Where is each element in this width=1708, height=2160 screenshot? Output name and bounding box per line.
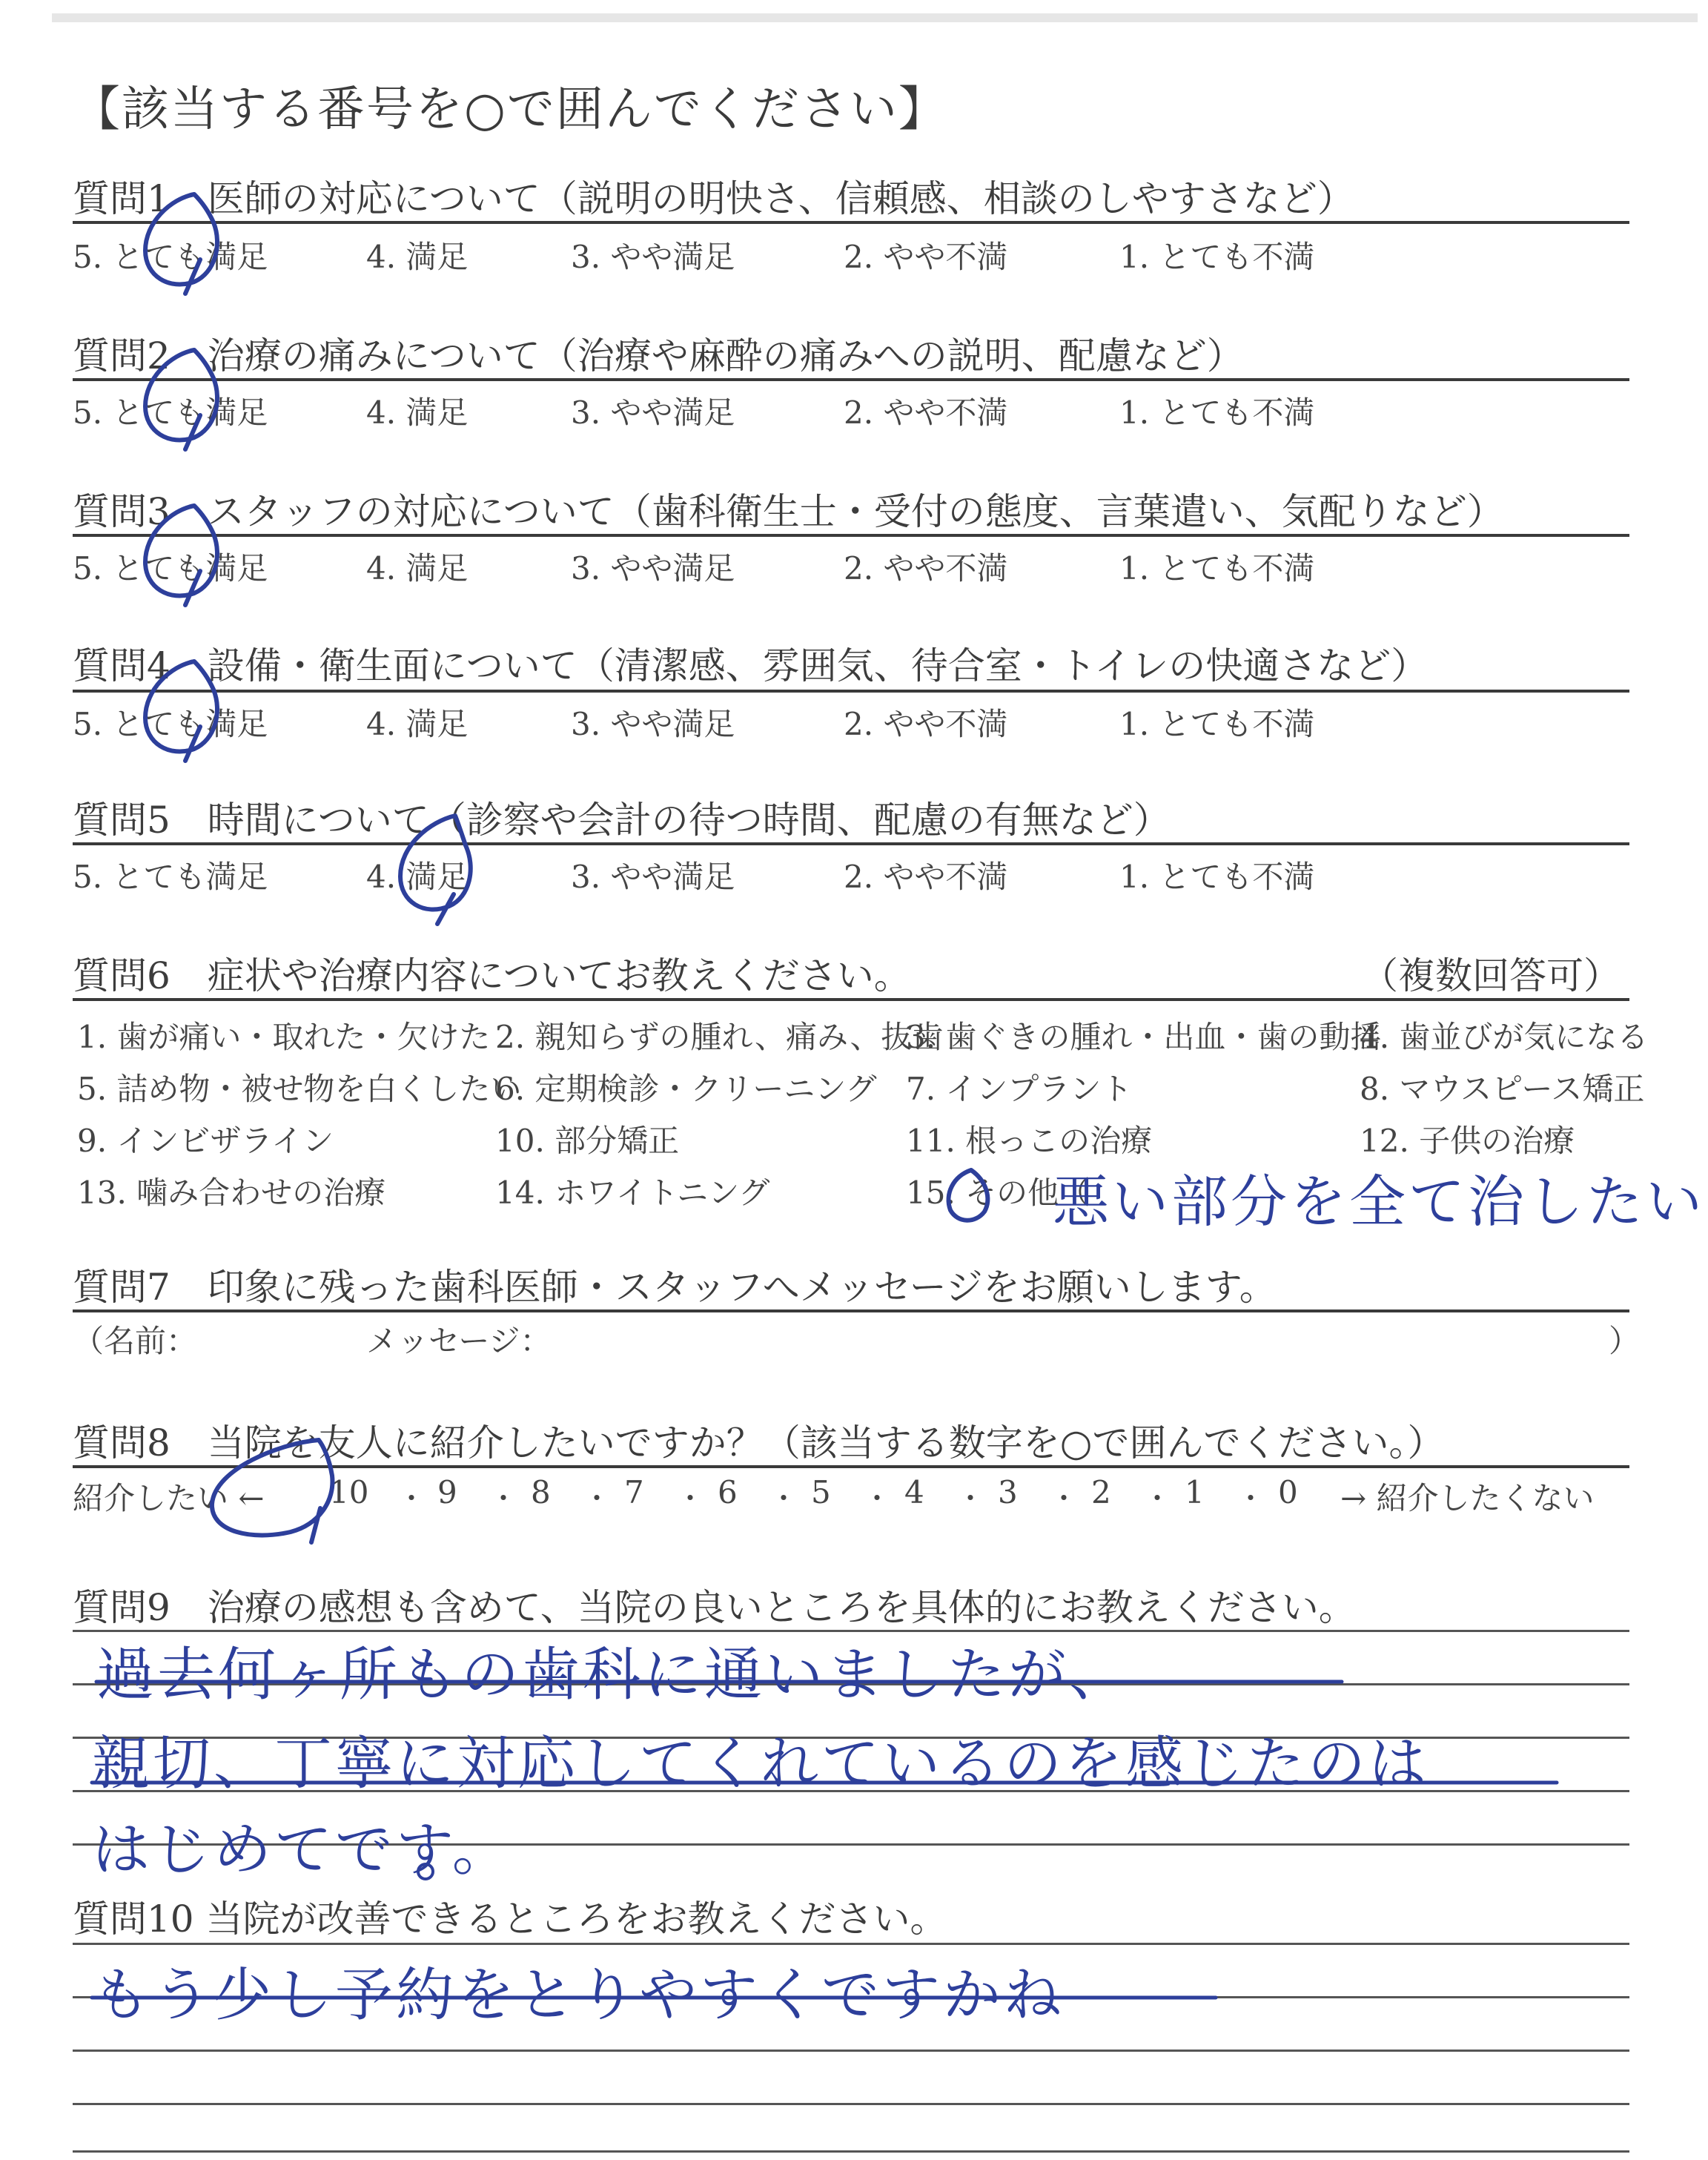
q3-title: 質問3 スタッフの対応について（歯科衛生士・受付の態度、言葉遣い、気配りなど）	[73, 490, 1504, 533]
q3-circle-mark	[145, 506, 217, 605]
q5-option-4[interactable]: 4. 満足	[366, 859, 469, 895]
q8-number-9[interactable]: 9	[437, 1474, 457, 1510]
q1-option-5[interactable]: 5. とても満足	[73, 239, 268, 275]
q8-number-2[interactable]: 2	[1091, 1474, 1111, 1510]
q6-item-13[interactable]: 13. 噛み合わせの治療	[77, 1175, 386, 1211]
q1-option-2[interactable]: 2. やや不満	[844, 239, 1008, 275]
q6-item-11[interactable]: 11. 根っこの治療	[906, 1123, 1153, 1159]
q10-answer-line-1[interactable]: もう少し予約をとりやすくですかね	[92, 1962, 1065, 2029]
q8-title: 質問8 当院を友人に紹介したいですか？（該当する数字を○で囲んでください。）	[73, 1421, 1445, 1464]
form-heading: 【該当する番号を○で囲んでください】	[73, 82, 947, 137]
q8-separator: ・	[863, 1482, 892, 1515]
q7-title: 質問7 印象に残った歯科医師・スタッフへメッセージをお願いします。	[73, 1266, 1277, 1309]
q2-option-3[interactable]: 3. やや満足	[571, 394, 735, 431]
q4-circle-mark	[145, 661, 217, 761]
q8-separator: ・	[1143, 1482, 1172, 1515]
q5-option-5[interactable]: 5. とても満足	[73, 859, 268, 895]
q3-option-2[interactable]: 2. やや不満	[844, 550, 1008, 587]
q8-number-4[interactable]: 4	[904, 1474, 924, 1510]
q8-left-label: 紹介したい ←	[73, 1480, 265, 1516]
q8-number-5[interactable]: 5	[811, 1474, 831, 1510]
q4-option-5[interactable]: 5. とても満足	[73, 706, 268, 742]
q1-option-1[interactable]: 1. とても不満	[1119, 239, 1315, 275]
q3-option-3[interactable]: 3. やや満足	[571, 550, 735, 587]
q8-number-7[interactable]: 7	[624, 1474, 644, 1510]
q5-circle-mark	[400, 816, 471, 924]
q8-number-8[interactable]: 8	[531, 1474, 551, 1510]
q7-message-label: メッセージ：	[366, 1323, 552, 1359]
q8-separator: ・	[1237, 1482, 1265, 1515]
q8-separator: ・	[1050, 1482, 1079, 1515]
q7-name-label: （名前：	[73, 1323, 198, 1359]
q8-number-0[interactable]: 0	[1278, 1474, 1298, 1510]
q6-other-answer[interactable]: 悪い部分を全て治したい	[1053, 1169, 1705, 1235]
q1-circle-mark	[145, 194, 217, 294]
q6-item-4[interactable]: 4. 歯並びが気になる	[1360, 1019, 1649, 1055]
q6-item-5[interactable]: 5. 詰め物・被せ物を白くしたい	[77, 1071, 522, 1107]
q1-option-3[interactable]: 3. やや満足	[571, 239, 735, 275]
q8-right-label: → 紹介したくない	[1340, 1480, 1595, 1516]
q8-circle-mark	[212, 1440, 333, 1542]
q2-circle-mark	[145, 350, 217, 449]
q5-option-2[interactable]: 2. やや不満	[844, 859, 1008, 895]
q9-answer-line-2[interactable]: 親切、丁寧に対応してくれているのを感じたのは	[92, 1731, 1430, 1797]
q9-title: 質問9 治療の感想も含めて、当院の良いところを具体的にお教えください。	[73, 1586, 1356, 1629]
q3-option-1[interactable]: 1. とても不満	[1119, 550, 1315, 587]
q7-close-paren: ）	[1609, 1323, 1641, 1359]
q4-option-2[interactable]: 2. やや不満	[844, 706, 1008, 742]
q2-option-5[interactable]: 5. とても満足	[73, 394, 268, 431]
q6-title: 質問6 症状や治療内容についてお教えください。	[73, 954, 911, 997]
q8-number-10[interactable]: 10	[329, 1474, 369, 1510]
q8-separator: ・	[956, 1482, 985, 1515]
q6-multiple-note: （複数回答可）	[1361, 954, 1621, 997]
q6-item-12[interactable]: 12. 子供の治療	[1360, 1123, 1575, 1159]
q8-separator: ・	[676, 1482, 705, 1515]
q8-number-6[interactable]: 6	[718, 1474, 738, 1510]
q4-option-3[interactable]: 3. やや満足	[571, 706, 735, 742]
q2-title: 質問2 治療の痛みについて（治療や麻酔の痛みへの説明、配慮など）	[73, 334, 1244, 377]
q6-item15-circle-mark	[949, 1170, 988, 1221]
q6-item-15[interactable]: 15. その他（	[906, 1175, 1090, 1211]
q6-item-2[interactable]: 2. 親知らずの腫れ、痛み、抜歯	[495, 1019, 944, 1055]
q6-item-1[interactable]: 1. 歯が痛い・取れた・欠けた	[77, 1019, 491, 1055]
q8-number-1[interactable]: 1	[1185, 1474, 1205, 1510]
q8-separator: ・	[583, 1482, 612, 1515]
q2-option-4[interactable]: 4. 満足	[366, 394, 469, 431]
q5-option-3[interactable]: 3. やや満足	[571, 859, 735, 895]
q4-title: 質問4 設備・衛生面について（清潔感、雰囲気、待合室・トイレの快適さなど）	[73, 644, 1429, 687]
q6-item-10[interactable]: 10. 部分矯正	[495, 1123, 680, 1159]
q4-option-1[interactable]: 1. とても不満	[1119, 706, 1315, 742]
q6-item-9[interactable]: 9. インビザライン	[77, 1123, 334, 1159]
q9-end-mark	[418, 1864, 433, 1879]
q4-option-4[interactable]: 4. 満足	[366, 706, 469, 742]
q9-answer-line-1[interactable]: 過去何ヶ所もの歯科に通いましたが、	[96, 1642, 1131, 1708]
q8-separator: ・	[489, 1482, 518, 1515]
q5-option-1[interactable]: 1. とても不満	[1119, 859, 1315, 895]
q8-number-3[interactable]: 3	[998, 1474, 1018, 1510]
q6-item-7[interactable]: 7. インプラント	[906, 1071, 1133, 1107]
q10-title: 質問10 当院が改善できるところをお教えください。	[73, 1898, 947, 1941]
q2-option-2[interactable]: 2. やや不満	[844, 394, 1008, 431]
q3-option-4[interactable]: 4. 満足	[366, 550, 469, 587]
q1-option-4[interactable]: 4. 満足	[366, 239, 469, 275]
q5-title: 質問5 時間について（診察や会計の待つ時間、配慮の有無など）	[73, 799, 1171, 842]
q6-item-3[interactable]: 3. 歯ぐきの腫れ・出血・歯の動揺	[906, 1019, 1382, 1055]
q8-separator: ・	[769, 1482, 798, 1515]
q6-item-14[interactable]: 14. ホワイトニング	[495, 1175, 770, 1211]
q1-title: 質問1 医師の対応について（説明の明快さ、信頼感、相談のしやすさなど）	[73, 177, 1354, 220]
q2-option-1[interactable]: 1. とても不満	[1119, 394, 1315, 431]
q9-answer-line-3[interactable]: はじめてです。	[92, 1817, 513, 1883]
q8-separator: ・	[397, 1482, 426, 1515]
q6-item-8[interactable]: 8. マウスピース矯正	[1360, 1071, 1645, 1107]
q6-item-6[interactable]: 6. 定期検診・クリーニング	[495, 1071, 877, 1107]
q3-option-5[interactable]: 5. とても満足	[73, 550, 268, 587]
